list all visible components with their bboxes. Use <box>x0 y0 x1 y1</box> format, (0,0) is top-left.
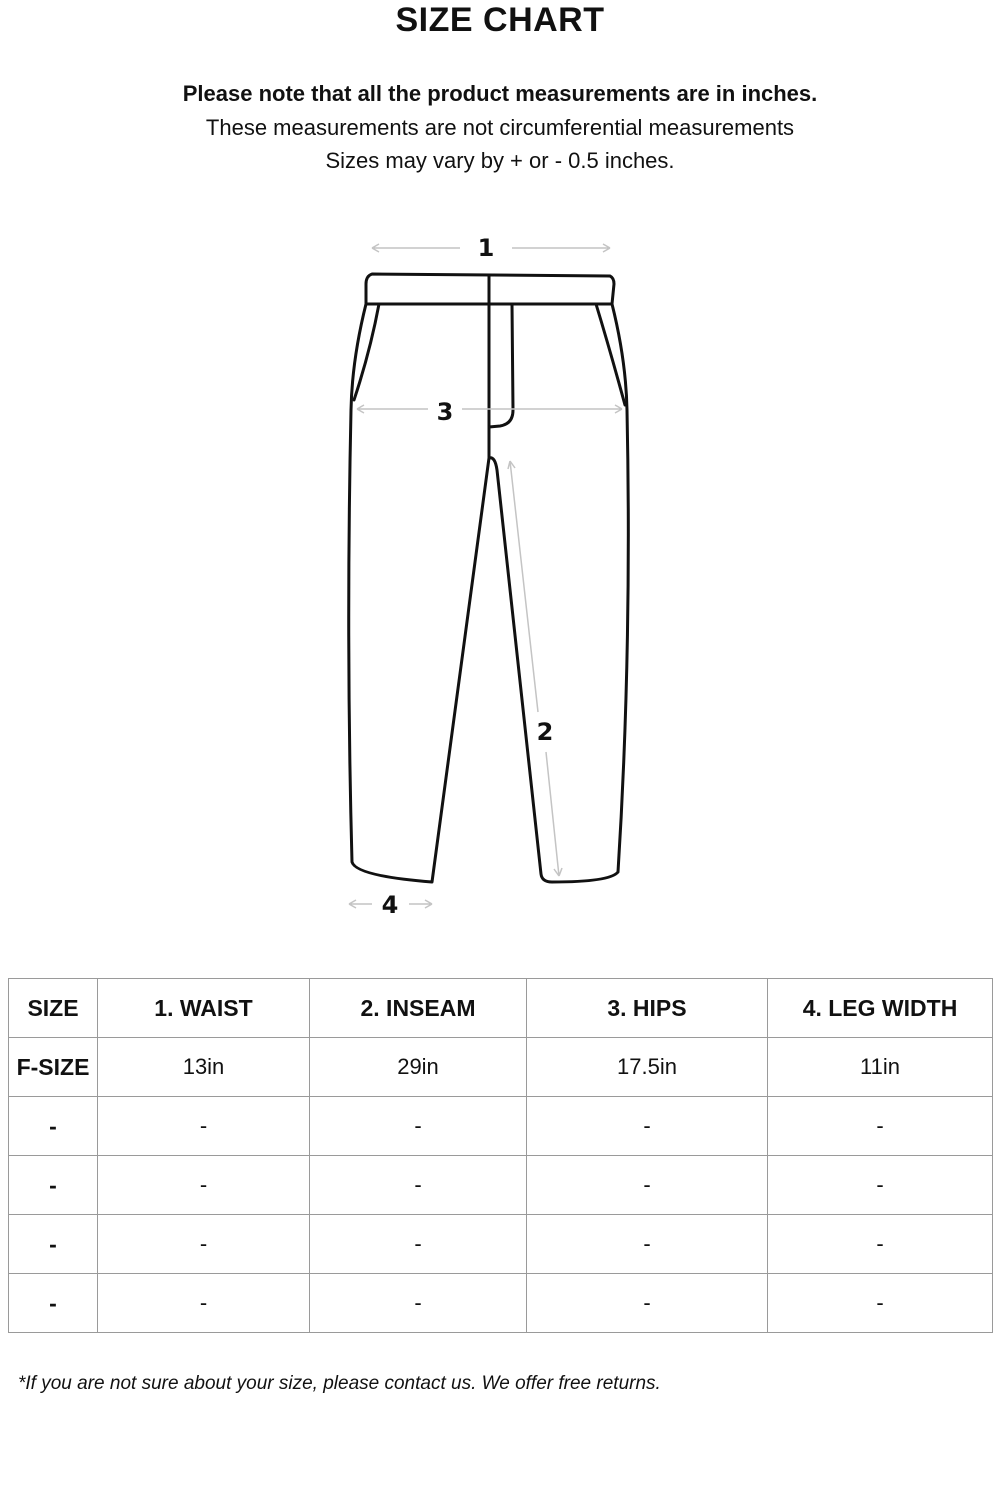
waist-cell: - <box>98 1215 310 1274</box>
leg-width-cell: - <box>768 1274 993 1333</box>
waist-cell: - <box>98 1097 310 1156</box>
inseam-cell: 29in <box>310 1038 527 1097</box>
diagram-label-inseam: 2 <box>536 718 554 746</box>
returns-footnote: *If you are not sure about your size, please contact us. We offer free returns. <box>18 1373 661 1394</box>
hips-arrow-right <box>462 405 622 413</box>
table-header-row <box>9 979 993 1038</box>
hips-cell: - <box>527 1215 768 1274</box>
size-cell: - <box>9 1215 98 1274</box>
diagram-label-leg-width: 4 <box>381 891 399 919</box>
diagram-label-hips: 3 <box>436 398 454 426</box>
waist-arrow-left <box>372 244 460 252</box>
header-leg-width: 4. LEG WIDTH <box>768 979 993 1038</box>
diagram-label-waist: 1 <box>477 234 495 262</box>
inseam-cell: - <box>310 1274 527 1333</box>
size-table <box>8 978 993 1333</box>
left-pocket <box>354 304 379 400</box>
header-hips: 3. HIPS <box>527 979 768 1038</box>
hips-arrow-left <box>357 405 428 413</box>
table-row <box>9 1156 993 1215</box>
leg-width-cell: - <box>768 1156 993 1215</box>
size-cell: - <box>9 1274 98 1333</box>
waist-cell: - <box>98 1274 310 1333</box>
table-row <box>9 1215 993 1274</box>
hips-cell: - <box>527 1274 768 1333</box>
table-row <box>9 1038 993 1097</box>
waist-arrow-right <box>512 244 610 252</box>
page-title: SIZE CHART <box>395 1 605 39</box>
measurement-arrows <box>349 244 622 908</box>
size-cell: - <box>9 1097 98 1156</box>
legwidth-arrow-left <box>349 900 372 908</box>
pants-outline <box>349 274 629 882</box>
waist-cell: - <box>98 1156 310 1215</box>
inseam-arrow-top <box>508 461 538 712</box>
inseam-cell: - <box>310 1097 527 1156</box>
legwidth-arrow-right <box>409 900 432 908</box>
measurement-note-circumference: These measurements are not circumferential measurements <box>205 115 795 140</box>
size-cell: F-SIZE <box>9 1038 98 1097</box>
hips-cell: - <box>527 1097 768 1156</box>
leg-width-cell: - <box>768 1097 993 1156</box>
waist-cell: 13in <box>98 1038 310 1097</box>
inseam-cell: - <box>310 1156 527 1215</box>
hips-cell: 17.5in <box>527 1038 768 1097</box>
table-row <box>9 1274 993 1333</box>
header-inseam: 2. INSEAM <box>310 979 527 1038</box>
measurement-note-bold: Please note that all the product measurements are in inches. <box>182 81 818 106</box>
inseam-cell: - <box>310 1215 527 1274</box>
table-row <box>9 1097 993 1156</box>
header-waist: 1. WAIST <box>98 979 310 1038</box>
leg-width-cell: 11in <box>768 1038 993 1097</box>
leg-width-cell: - <box>768 1215 993 1274</box>
hips-cell: - <box>527 1156 768 1215</box>
pants-diagram <box>0 220 1000 920</box>
header-size: SIZE <box>9 979 98 1038</box>
size-cell: - <box>9 1156 98 1215</box>
measurement-note-variance: Sizes may vary by + or - 0.5 inches. <box>325 148 675 173</box>
inseam-arrow-bottom <box>546 752 562 876</box>
